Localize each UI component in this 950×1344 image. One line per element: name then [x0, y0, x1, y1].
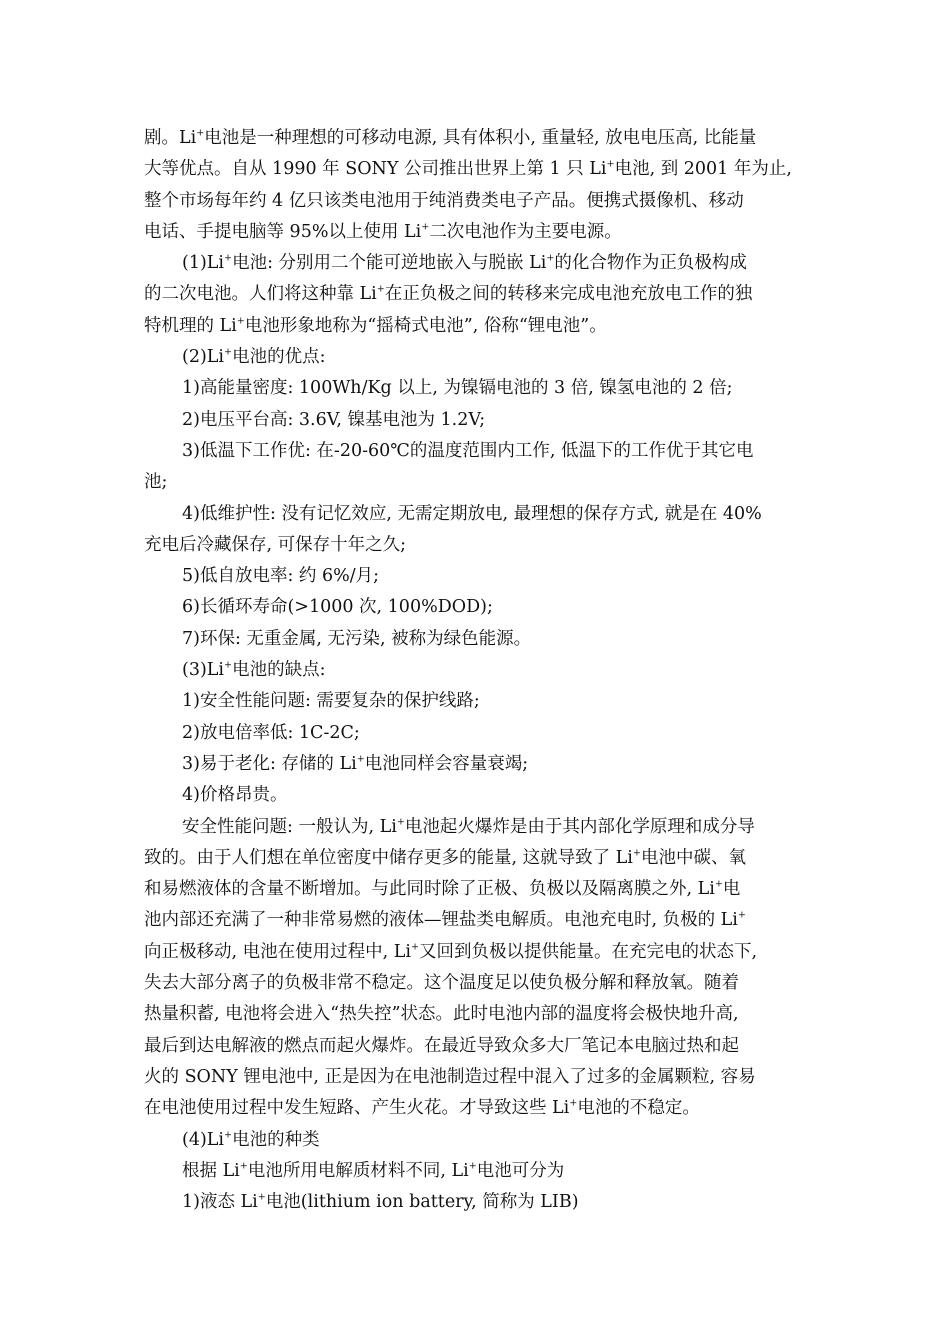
text-line: 安全性能问题: 一般认为, Li+电池起火爆炸是由于其内部化学原理和成分导 — [182, 815, 755, 837]
text-line: 2)放电倍率低: 1C-2C; — [182, 722, 360, 743]
text-line: 1)高能量密度: 100Wh/Kg 以上, 为镍镉电池的 3 倍, 镍氢电池的 2 倍; — [182, 378, 733, 399]
text-line: 最后到达电解液的燃点而起火爆炸。在最近导致众多大厂笔记本电脑过热和起 — [144, 1035, 739, 1056]
text-line: (4)Li+电池的种类 — [182, 1128, 320, 1150]
text-line: 池; — [144, 472, 168, 493]
text-line: (3)Li+电池的缺点: — [182, 659, 326, 681]
text-line: 3)低温下工作优: 在-20-60℃的温度范围内工作, 低温下的工作优于其它电 — [182, 440, 754, 461]
text-line: 在电池使用过程中发生短路、产生火花。才导致这些 Li+电池的不稳定。 — [144, 1097, 700, 1119]
text-line: 和易燃液体的含量不断增加。与此同时除了正极、负极以及隔离膜之外, Li+电 — [144, 878, 741, 900]
text-line: 池内部还充满了一种非常易燃的液体—锂盐类电解质。电池充电时, 负极的 Li+ — [144, 909, 746, 931]
text-line: 向正极移动, 电池在使用过程中, Li+又回到负极以提供能量。在充完电的状态下, — [144, 941, 758, 962]
text-line: 剧。Li+电池是一种理想的可移动电源, 具有体积小, 重量轻, 放电电压高, 比能量 — [144, 127, 757, 148]
text-line: 5)低自放电率: 约 6%/月; — [182, 566, 380, 587]
text-line: 致的。由于人们想在单位密度中储存更多的能量, 这就导致了 Li+电池中碳、氧 — [144, 847, 746, 868]
text-line: 4)低维护性: 没有记忆效应, 无需定期放电, 最理想的保存方式, 就是在 40% — [182, 503, 762, 524]
text-line: 4)价格昂贵。 — [182, 785, 288, 806]
text-line: 热量积蓄, 电池将会进入“热失控”状态。此时电池内部的温度将会极快地升高, — [144, 1004, 739, 1025]
text-line: 火的 SONY 锂电池中, 正是因为在电池制造过程中混入了过多的金属颗粒, 容易 — [144, 1066, 756, 1087]
text-line: 充电后冷藏保存, 可保存十年之久; — [144, 534, 407, 555]
text-line: 1)液态 Li+电池(lithium ion battery, 简称为 LIB) — [182, 1191, 579, 1213]
text-line: 2)电压平台高: 3.6V, 镍基电池为 1.2V; — [182, 409, 486, 430]
text-line: 1)安全性能问题: 需要复杂的保护线路; — [182, 691, 480, 712]
text-line: 6)长循环寿命(>1000 次, 100%DOD); — [182, 597, 493, 618]
text-line: 大等优点。自从 1990 年 SONY 公司推出世界上第 1 只 Li+电池, 到 2001 年为止, — [144, 158, 792, 180]
text-line: 3)易于老化: 存储的 Li+电池同样会容量衰竭; — [182, 753, 529, 774]
text-line: 7)环保: 无重金属, 无污染, 被称为绿色能源。 — [182, 628, 532, 649]
text-line: 电话、手提电脑等 95%以上使用 Li+二次电池作为主要电源。 — [144, 221, 622, 242]
body-text — [144, 123, 808, 1218]
text-line: 失去大部分离子的负极非常不稳定。这个温度足以使负极分解和释放氧。随着 — [144, 973, 739, 994]
text-line: 的二次电池。人们将这种靠 Li+在正负极之间的转移来完成电池充放电工作的独 — [144, 283, 753, 305]
text-line: 特机理的 Li+电池形象地称为“摇椅式电池”, 俗称“锂电池”。 — [144, 315, 607, 336]
text-line: (2)Li+电池的优点: — [182, 346, 326, 368]
text-line: 整个市场每年约 4 亿只该类电池用于纯消费类电子产品。便携式摄像机、移动 — [144, 190, 744, 211]
text-line: (1)Li+电池: 分别用二个能可逆地嵌入与脱嵌 Li+的化合物作为正负极构成 — [182, 252, 747, 274]
text-line: 根据 Li+电池所用电解质材料不同, Li+电池可分为 — [182, 1160, 565, 1181]
